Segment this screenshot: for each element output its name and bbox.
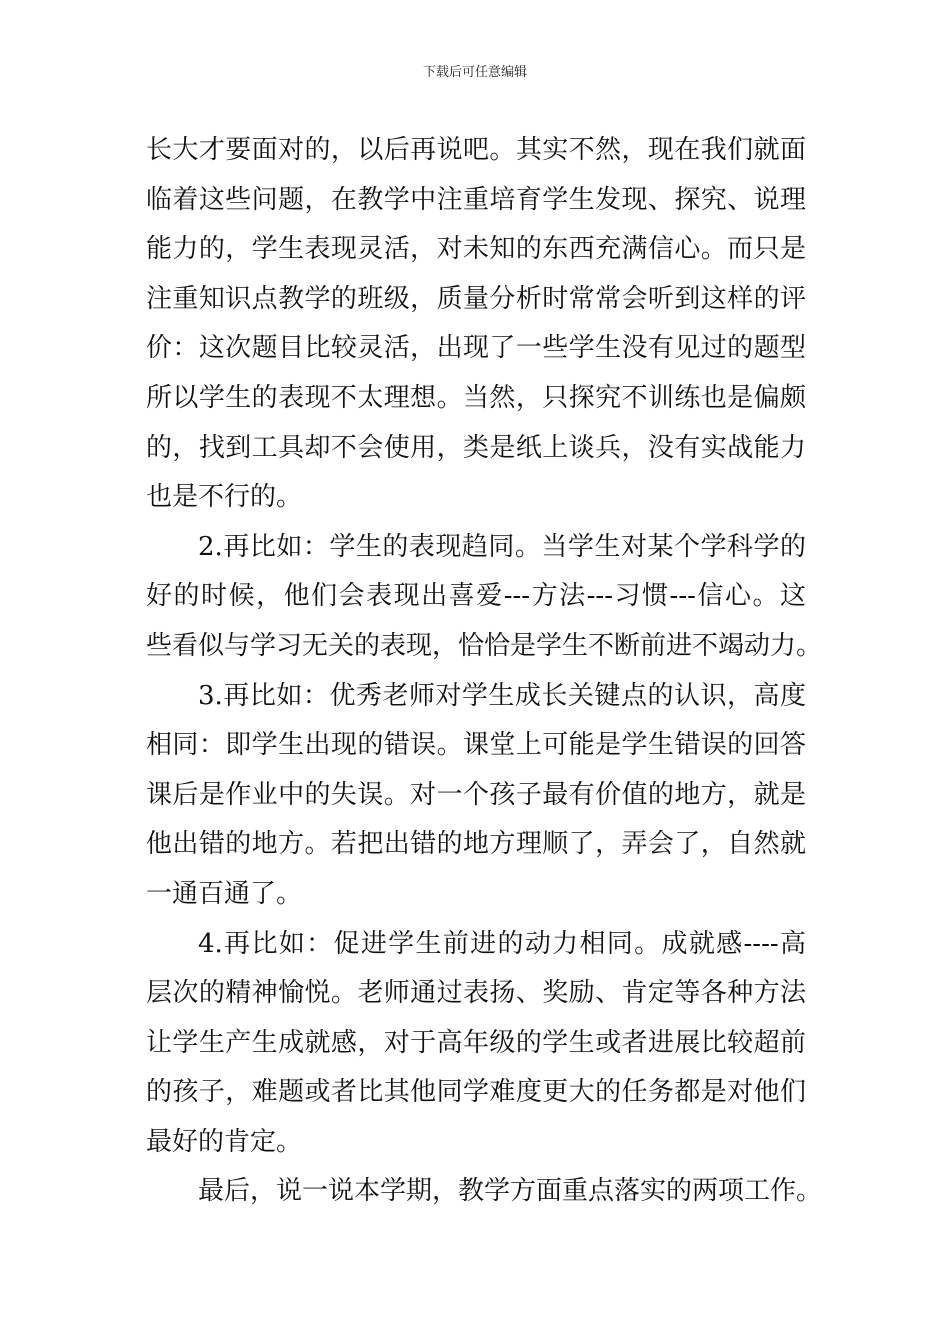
text-line: 4.再比如：促进学生前进的动力相同。成就感----高 (198, 928, 806, 959)
text-line: 价：这次题目比较灵活，出现了一些学生没有见过的题型 (146, 333, 806, 364)
paragraph-3 (146, 672, 806, 920)
text-line: 也是不行的。 (146, 482, 303, 513)
text-line: 最好的肯定。 (146, 1126, 303, 1157)
text-line: 能力的，学生表现灵活，对未知的东西充满信心。而只是 (146, 234, 806, 265)
text-line: 3.再比如：优秀老师对学生成长关键点的认识，高度 (198, 680, 806, 711)
text-line: 注重知识点教学的班级，质量分析时常常会听到这样的评 (146, 283, 806, 314)
text-line: 些看似与学习无关的表现，恰恰是学生不断前进不竭动力。 (146, 630, 823, 661)
text-line: 课后是作业中的失误。对一个孩子最有价值的地方，就是 (146, 779, 806, 810)
text-line: 最后，说一说本学期，教学方面重点落实的两项工作。 (198, 1176, 823, 1207)
text-line: 让学生产生成就感，对于高年级的学生或者进展比较超前 (146, 1027, 806, 1058)
text-line: 层次的精神愉悦。老师通过表扬、奖励、肯定等各种方法 (146, 978, 806, 1009)
text-line: 的，找到工具却不会使用，类是纸上谈兵，没有实战能力 (146, 432, 806, 463)
paragraph-2 (146, 523, 823, 672)
text-line: 所以学生的表现不太理想。当然，只探究不训练也是偏颇 (146, 382, 806, 413)
paragraph-1 (146, 126, 806, 523)
text-line: 好的时候，他们会表现出喜爱---方法---习惯---信心。这 (146, 581, 806, 612)
paragraph-5 (146, 1167, 823, 1217)
text-line: 一通百通了。 (146, 878, 303, 909)
text-line: 长大才要面对的，以后再说吧。其实不然，现在我们就面 (146, 135, 806, 165)
text-line: 的孩子，难题或者比其他同学难度更大的任务都是对他们 (146, 1077, 806, 1108)
text-line: 2.再比如：学生的表现趋同。当学生对某个学科学的 (198, 531, 806, 562)
document-body (146, 126, 823, 1217)
page-header: 下载后可任意编辑 (422, 65, 527, 80)
text-line: 他出错的地方。若把出错的地方理顺了，弄会了，自然就 (146, 829, 806, 860)
text-line: 相同：即学生出现的错误。课堂上可能是学生错误的回答 (146, 730, 806, 761)
text-line: 临着这些问题，在教学中注重培育学生发现、探究、说理 (146, 184, 806, 215)
paragraph-4 (146, 920, 806, 1168)
